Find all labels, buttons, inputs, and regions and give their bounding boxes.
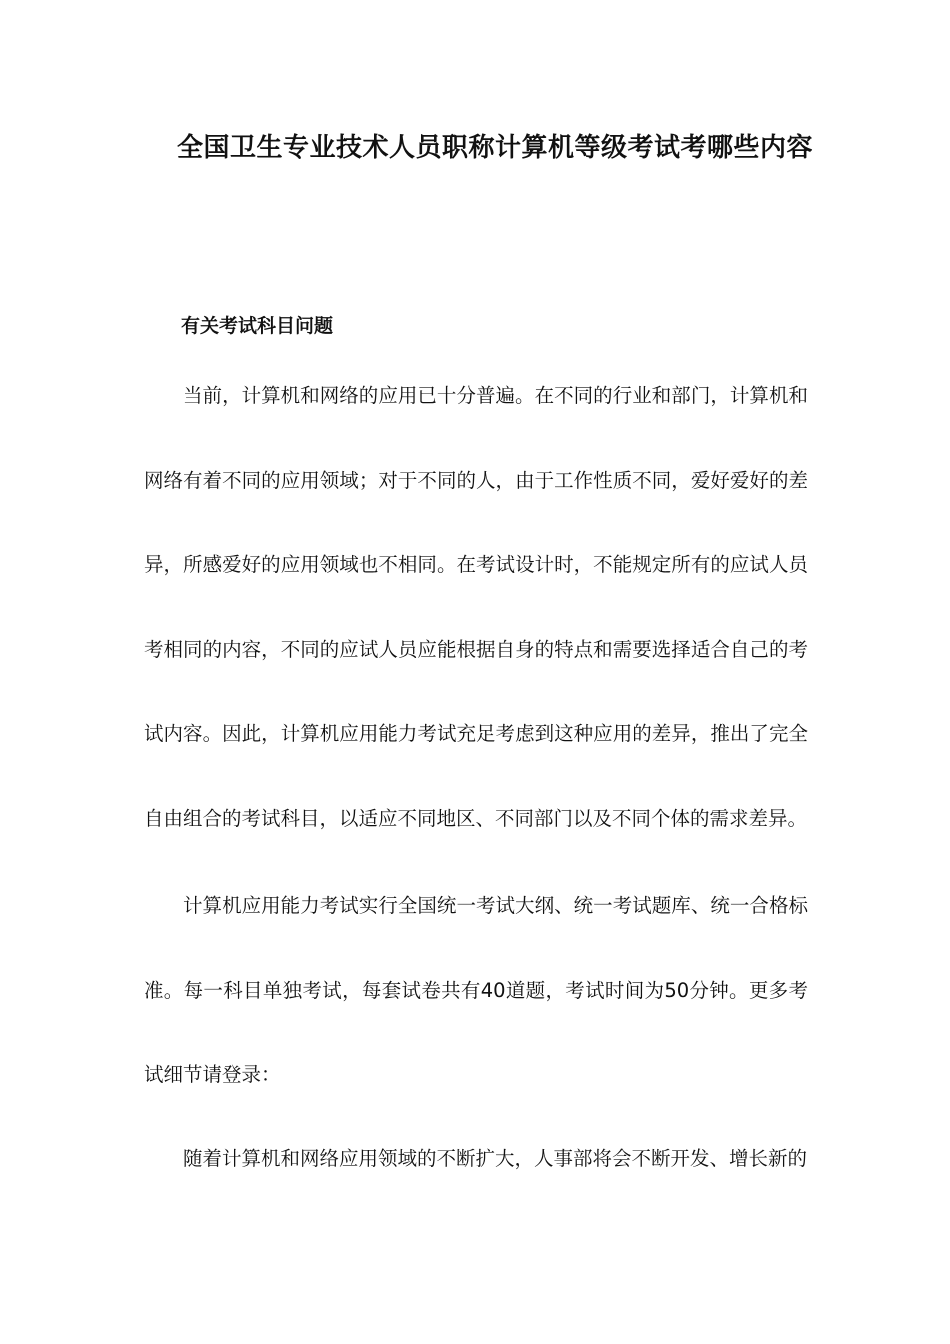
section-heading: 有关考试科目问题 [181,315,334,337]
paragraph-future-development: 随着计算机和网络应用领域的不断扩大，人事部将会不断开发、增长新的 [183,1147,808,1170]
paragraph-exam-subjects: 当前，计算机和网络的应用已十分普遍。在不同的行业和部门，计算机和网络有着不同的应用领域；对于不同的人，由于工作性质不同，爱好爱好的差异，所感爱好的应用领域也不相同。在考试设计时，不能规定所有的应试人员考相同的内容，不同的应试人员应能根据自身的特点和需要选择适合自己的考试内容。因此，计算机应用能力考试充足考虑到这种应用的差异，推出了完全自由组合的考试科目，以适应不同地区、不同部门以及不同个体的需求差异。 [144,384,808,830]
document-title: 全国卫生专业技术人员职称计算机等级考试考哪些内容 [176,133,813,163]
paragraph-exam-format: 计算机应用能力考试实行全国统一考试大纲、统一考试题库、统一合格标准。每一科目单独考试，每套试卷共有40道题，考试时间为50分钟。更多考试细节请登录： [144,894,808,1086]
